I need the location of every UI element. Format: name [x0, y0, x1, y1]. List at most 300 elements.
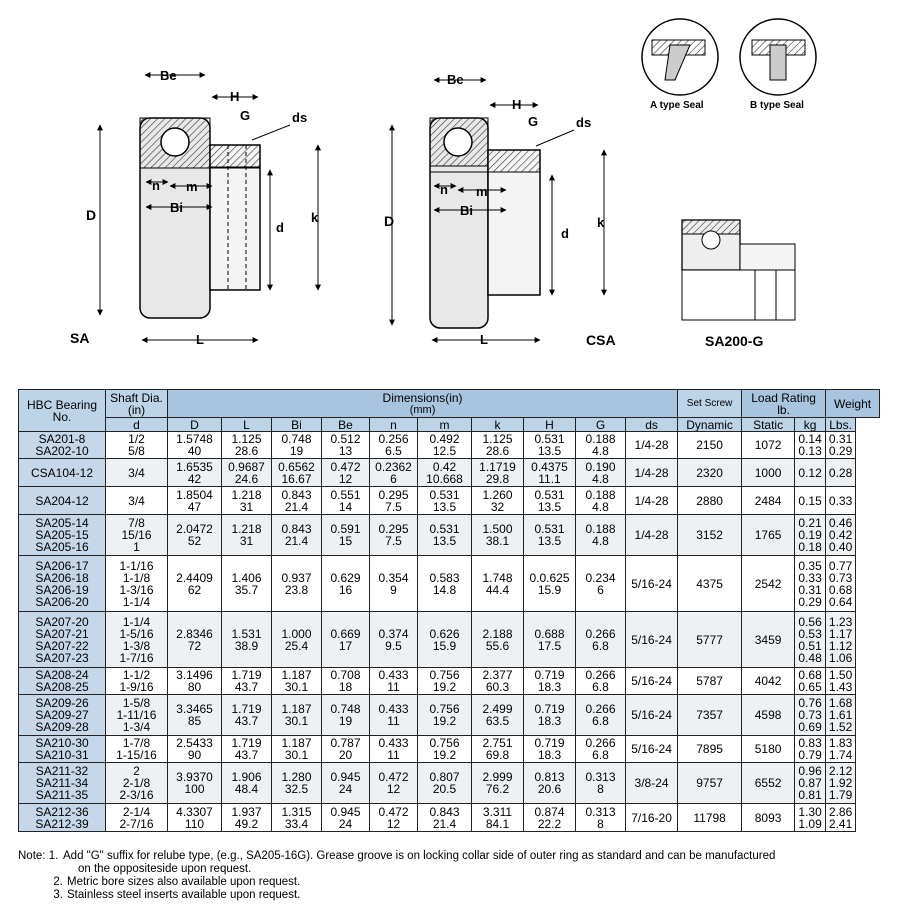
cell-shaft-line: 2-1/4	[122, 804, 151, 819]
sa-D-label: D	[86, 207, 97, 223]
cell-d-line: 85	[187, 714, 202, 728]
csa-D-label: D	[384, 213, 395, 229]
cell-k	[472, 459, 524, 487]
cell-be-line: 24	[338, 782, 353, 796]
cell-shaft-line: 1-1/16	[119, 558, 154, 573]
cell-k-line: 1.125	[482, 432, 513, 446]
cell-h-line: 0.0.625	[529, 570, 570, 585]
cell-d-line: 62	[187, 582, 202, 597]
cell-k-line: 2.188	[482, 626, 513, 641]
cell-be-line: 0.945	[330, 770, 361, 784]
cell-k-line: 69.8	[485, 748, 510, 762]
cell-names-line: SA201-8	[38, 432, 86, 446]
cell-bi-line: 30.1	[284, 748, 309, 762]
cell-kg-line: 0.79	[798, 748, 822, 762]
cell-g-line: 0.188	[585, 487, 616, 502]
seal-b-diagram	[740, 19, 816, 111]
cell-k-line: 1.260	[482, 487, 513, 502]
cell-shaft-line: 7/8	[128, 516, 145, 530]
subheader-d: D	[168, 418, 222, 432]
note-2-num: 2.	[53, 876, 63, 888]
cell-kg	[795, 736, 826, 763]
cell-dynamic: 11798	[678, 804, 742, 832]
cell-kg	[795, 459, 826, 487]
sa-h-label: H	[230, 89, 240, 104]
cell-n-line: 6	[390, 471, 397, 486]
cell-d	[168, 612, 222, 668]
cell-ds: 5/16-24	[626, 556, 678, 612]
table-row	[19, 487, 880, 515]
cell-l	[222, 612, 272, 668]
cell-lbs-line: 1.12	[828, 638, 853, 653]
table-row	[19, 515, 880, 556]
cell-d-line: 110	[184, 816, 205, 831]
subheader-bi: Bi	[272, 418, 322, 432]
cell-k	[472, 763, 524, 804]
cell-kg-line: 0.31	[798, 582, 822, 597]
cell-bi-line: 30.1	[284, 680, 309, 694]
cell-lbs-line: 0.40	[828, 540, 853, 554]
cell-bi	[272, 487, 322, 515]
note-1-text2: on the oppositeside upon request.	[78, 863, 252, 875]
cell-n-line: 11	[387, 714, 400, 728]
cell-m	[418, 763, 472, 804]
cell-n-line: 12	[386, 816, 401, 831]
cell-d-line: 3.3465	[176, 702, 213, 716]
cell-names	[19, 612, 106, 668]
cell-bi-line: 1.187	[281, 736, 312, 750]
header-dimensions-unit: (mm)	[409, 403, 436, 416]
cell-ds: 1/4-28	[626, 459, 678, 487]
cell-n	[370, 459, 418, 487]
cell-kg-line: 1.30	[798, 804, 822, 819]
cell-ds: 5/16-24	[626, 736, 678, 763]
cell-shaft-line: 3/4	[128, 465, 145, 480]
cell-ds: 7/16-20	[626, 804, 678, 832]
cell-dynamic: 4375	[678, 556, 742, 612]
cell-be	[322, 763, 370, 804]
cell-names	[19, 459, 106, 487]
cell-k	[472, 668, 524, 695]
cell-l	[222, 695, 272, 736]
cell-l	[222, 487, 272, 515]
cell-h	[524, 763, 576, 804]
cell-kg-line: 0.21	[798, 516, 822, 530]
cell-g-line: 4.8	[592, 471, 609, 486]
cell-bi-line: 25.4	[284, 638, 309, 653]
cell-l-line: 28.6	[234, 444, 259, 458]
cell-d	[168, 459, 222, 487]
cell-kg	[795, 487, 826, 515]
header-weight: Weight	[826, 390, 880, 418]
cell-static: 6552	[742, 763, 795, 804]
cell-m	[418, 612, 472, 668]
cell-shaft	[106, 763, 168, 804]
note-3	[18, 889, 888, 902]
cell-k-line: 2.751	[482, 736, 513, 750]
csa-m-label: m	[476, 184, 488, 199]
cell-names	[19, 515, 106, 556]
cell-l-line: 1.937	[231, 804, 262, 819]
cell-m-line: 0.492	[429, 432, 460, 446]
cell-bi-line: 1.187	[281, 668, 312, 682]
cell-bi-line: 19	[289, 444, 304, 458]
cell-d-line: 1.5748	[176, 432, 213, 446]
cell-h-line: 18.3	[537, 748, 562, 762]
cell-m-line: 19.2	[432, 714, 457, 728]
cell-d-line: 72	[187, 638, 202, 653]
cell-shaft	[106, 612, 168, 668]
cell-shaft-line: 15/16	[121, 528, 152, 542]
cell-bi-line: 0.748	[281, 432, 312, 446]
cell-h-line: 15.9	[537, 582, 562, 597]
cell-shaft-line: 1-9/16	[119, 680, 154, 694]
csa-l-label: L	[480, 332, 488, 347]
cell-m-line: 0.807	[429, 770, 460, 784]
cell-g	[576, 487, 626, 515]
cell-l-line: 1.218	[231, 487, 262, 502]
cell-names-line: SA206-17	[35, 558, 89, 573]
cell-lbs	[826, 459, 856, 487]
cell-be	[322, 459, 370, 487]
sa-k-label: k	[311, 210, 319, 225]
cell-k-line: 44.4	[485, 582, 510, 597]
note-1	[18, 850, 888, 863]
cell-n-line: 11	[387, 680, 400, 694]
cell-names-line: SA212-36	[35, 804, 89, 819]
cell-n-line: 0.295	[378, 522, 409, 536]
cell-ds: 1/4-28	[626, 487, 678, 515]
cell-n-line: 0.2362	[375, 459, 412, 474]
cell-names	[19, 804, 106, 832]
cell-bi-line: 16.67	[281, 471, 312, 486]
sa-l-label: L	[196, 332, 204, 347]
table-row	[19, 556, 880, 612]
cell-shaft-line: 1-5/16	[119, 626, 154, 641]
cell-names-line: SA211-32	[35, 764, 89, 778]
cell-shaft-line: 1	[133, 540, 140, 554]
cell-lbs	[826, 432, 856, 459]
cell-k	[472, 432, 524, 459]
cell-l-line: 1.218	[231, 522, 262, 536]
sa-bi-label: Bi	[170, 200, 183, 215]
cell-g-line: 4.8	[592, 534, 609, 548]
cell-shaft-line: 5/8	[128, 444, 145, 458]
cell-l	[222, 668, 272, 695]
csa-label: CSA	[586, 332, 616, 348]
cell-g-line: 0.266	[585, 702, 616, 716]
cell-shaft-line: 1-1/4	[122, 594, 151, 609]
subheader-h: H	[524, 418, 576, 432]
cell-bi-line: 0.843	[281, 487, 312, 502]
cell-n	[370, 736, 418, 763]
cell-kg-line: 0.56	[798, 614, 822, 629]
cell-kg-line: 0.76	[798, 696, 822, 710]
cell-d	[168, 668, 222, 695]
cell-kg	[795, 695, 826, 736]
cell-n-line: 0.354	[378, 570, 409, 585]
cell-names	[19, 556, 106, 612]
cell-kg-line: 0.33	[798, 570, 822, 585]
cell-l-line: 0.9687	[228, 459, 265, 474]
cell-g-line: 0.266	[585, 626, 616, 641]
cell-names-line: SA205-14	[35, 516, 89, 530]
cell-names	[19, 736, 106, 763]
cell-shaft-line: 1-15/16	[116, 748, 157, 762]
cell-k	[472, 612, 524, 668]
cell-kg-line: 1.09	[798, 816, 822, 831]
cell-names-line: SA210-31	[35, 748, 89, 762]
cell-names	[19, 432, 106, 459]
cell-kg-line: 0.14	[798, 432, 822, 446]
cell-l-line: 31	[239, 534, 254, 548]
cell-kg-line: 0.53	[798, 626, 822, 641]
cell-l	[222, 459, 272, 487]
cell-d-line: 90	[187, 748, 202, 762]
cell-m	[418, 432, 472, 459]
cell-h-line: 0.813	[534, 770, 565, 784]
cell-dynamic: 3152	[678, 515, 742, 556]
cell-n	[370, 804, 418, 832]
cell-static: 4042	[742, 668, 795, 695]
cell-l-line: 43.7	[234, 680, 259, 694]
cell-l-line: 1.406	[231, 570, 262, 585]
cell-kg-line: 0.15	[798, 493, 822, 508]
cell-shaft	[106, 804, 168, 832]
cell-bi-line: 1.000	[281, 626, 312, 641]
cell-k	[472, 695, 524, 736]
cell-shaft-line: 1/2	[128, 432, 145, 446]
cell-h	[524, 515, 576, 556]
cell-lbs-line: 2.86	[828, 804, 853, 819]
cell-n-line: 7.5	[385, 534, 402, 548]
cell-shaft	[106, 432, 168, 459]
cell-bi	[272, 695, 322, 736]
cell-names-line: SA202-10	[35, 444, 89, 458]
cell-m-line: 19.2	[432, 748, 457, 762]
cell-g-line: 0.234	[585, 570, 616, 585]
header-set-screw: Set Screw	[678, 390, 742, 418]
cell-m-line: 0.756	[429, 736, 460, 750]
cell-n	[370, 432, 418, 459]
header-bearing: HBC Bearing No.	[19, 390, 106, 432]
csa-h-label: H	[512, 97, 522, 112]
note-3-num: 3.	[53, 889, 63, 901]
cell-l-line: 1.719	[231, 702, 262, 716]
cell-d-line: 2.8346	[176, 626, 213, 641]
cell-be-line: 0.708	[330, 668, 361, 682]
cell-names-line: SA208-24	[35, 668, 89, 682]
csa-ds-label: ds	[576, 115, 592, 130]
csa-n-label: n	[440, 182, 448, 197]
cell-h-line: 0.719	[534, 668, 565, 682]
cell-shaft-line: 1-1/4	[122, 614, 151, 629]
cell-n-line: 0.256	[378, 432, 409, 446]
cell-h-line: 20.6	[537, 782, 562, 796]
cell-m	[418, 804, 472, 832]
cell-d-line: 42	[187, 471, 202, 486]
cell-h-line: 0.719	[534, 736, 565, 750]
cell-names-line: SA212-39	[35, 816, 89, 831]
cell-d-line: 2.0472	[176, 522, 213, 536]
cell-d-line: 2.5433	[176, 736, 213, 750]
subheader-static: Static	[742, 418, 795, 432]
cell-shaft-line: 2-7/16	[119, 816, 154, 831]
cell-shaft	[106, 736, 168, 763]
cell-be-line: 0.629	[330, 570, 361, 585]
cell-kg-line: 0.29	[798, 594, 822, 609]
cell-n	[370, 668, 418, 695]
cell-g-line: 0.313	[585, 804, 616, 819]
cell-m-line: 0.42	[432, 459, 457, 474]
cell-ds: 1/4-28	[626, 515, 678, 556]
note-2-text: Metric bore sizes also available upon request.	[67, 876, 301, 888]
cell-names	[19, 487, 106, 515]
cell-dynamic: 2320	[678, 459, 742, 487]
cell-d-line: 52	[187, 534, 202, 548]
sa-m-label: m	[186, 179, 198, 194]
cell-h-line: 13.5	[537, 534, 562, 548]
cell-d-line: 1.6535	[176, 459, 213, 474]
cell-bi-line: 0.843	[281, 522, 312, 536]
cell-kg-line: 0.48	[798, 650, 822, 665]
cell-dynamic: 5787	[678, 668, 742, 695]
cell-names-line: SA207-23	[35, 650, 89, 665]
cell-shaft-line: 3/4	[128, 493, 145, 508]
cell-lbs	[826, 556, 856, 612]
cell-k-line: 2.377	[482, 668, 513, 682]
cell-m-line: 13.5	[432, 499, 457, 514]
cell-lbs-line: 0.46	[828, 516, 853, 530]
cell-static: 1000	[742, 459, 795, 487]
cell-n-line: 12	[386, 782, 401, 796]
cell-h	[524, 556, 576, 612]
cell-m-line: 14.8	[432, 582, 457, 597]
cell-k-line: 55.6	[485, 638, 510, 653]
cell-shaft-line: 1-1/8	[122, 570, 151, 585]
cell-be-line: 0.669	[330, 626, 361, 641]
cell-d	[168, 487, 222, 515]
header-load	[742, 390, 826, 418]
cell-lbs-line: 1.50	[828, 668, 853, 682]
cell-d	[168, 556, 222, 612]
cell-g-line: 4.8	[592, 444, 609, 458]
cell-kg-line: 0.96	[798, 764, 822, 778]
cell-be	[322, 804, 370, 832]
cell-kg-line: 0.35	[798, 558, 822, 573]
cell-d	[168, 432, 222, 459]
cell-bi	[272, 432, 322, 459]
cell-kg	[795, 612, 826, 668]
cell-shaft-line: 1-7/8	[122, 736, 151, 750]
cell-n-line: 9.5	[385, 638, 402, 653]
cell-l	[222, 763, 272, 804]
cell-n-line: 0.374	[378, 626, 409, 641]
cell-lbs-line: 1.61	[828, 708, 853, 722]
cell-k-line: 2.999	[482, 770, 513, 784]
subheader-shaft: d	[106, 418, 168, 432]
cell-g	[576, 736, 626, 763]
cell-g	[576, 459, 626, 487]
cell-names-line: SA209-26	[35, 696, 89, 710]
cell-names-line: SA208-25	[35, 680, 89, 694]
subheader-k: k	[472, 418, 524, 432]
sa-d-label: d	[276, 220, 284, 235]
cell-k-line: 32	[490, 499, 505, 514]
cell-lbs	[826, 668, 856, 695]
cell-h-line: 0.719	[534, 702, 565, 716]
cell-be-line: 0.787	[330, 736, 361, 750]
cell-d-line: 3.9370	[176, 770, 213, 784]
table-body	[19, 432, 880, 832]
cell-static: 2542	[742, 556, 795, 612]
cell-n	[370, 612, 418, 668]
cell-bi-line: 1.187	[281, 702, 312, 716]
cell-lbs-line: 1.06	[828, 650, 853, 665]
cell-k-line: 2.499	[482, 702, 513, 716]
cell-be-line: 24	[338, 816, 353, 831]
header-dimensions	[168, 390, 678, 418]
cell-g-line: 6.8	[592, 748, 609, 762]
cell-names-line: SA207-21	[35, 626, 89, 641]
cell-be-line: 20	[338, 748, 353, 762]
cell-h-line: 0.688	[534, 626, 565, 641]
cell-l	[222, 804, 272, 832]
cell-g-line: 6.8	[592, 638, 609, 653]
cell-lbs-line: 1.17	[828, 626, 853, 641]
cell-h-line: 22.2	[537, 816, 562, 831]
cell-kg-line: 0.83	[798, 736, 822, 750]
cell-kg-line: 0.18	[798, 540, 822, 554]
cell-lbs	[826, 763, 856, 804]
cell-g-line: 8	[597, 782, 604, 796]
sa-label: SA	[70, 330, 90, 346]
cell-h-line: 18.3	[537, 714, 562, 728]
cell-h-line: 0.531	[534, 522, 565, 536]
cell-names-line: SA211-35	[35, 788, 89, 802]
cell-k	[472, 736, 524, 763]
sa-n-label: n	[152, 178, 160, 193]
cell-m-line: 20.5	[432, 782, 457, 796]
cell-dynamic: 2150	[678, 432, 742, 459]
subheader-n: n	[370, 418, 418, 432]
cell-l-line: 24.6	[234, 471, 259, 486]
cell-kg	[795, 556, 826, 612]
cell-h	[524, 695, 576, 736]
cell-bi	[272, 612, 322, 668]
cell-names	[19, 668, 106, 695]
notes-label: Note:	[18, 850, 46, 862]
cell-n-line: 6.5	[385, 444, 402, 458]
cell-d-line: 4.3307	[176, 804, 213, 819]
cell-bi-line: 21.4	[284, 499, 309, 514]
cell-h-line: 0.531	[534, 487, 565, 502]
cell-m-line: 0.583	[429, 570, 460, 585]
cell-be	[322, 668, 370, 695]
cell-lbs	[826, 736, 856, 763]
cell-be	[322, 556, 370, 612]
cell-d-line: 80	[187, 680, 202, 694]
cell-lbs	[826, 695, 856, 736]
cell-ds: 5/16-24	[626, 668, 678, 695]
cell-be-line: 0.472	[330, 459, 361, 474]
cell-bi-line: 32.5	[284, 782, 309, 796]
cell-m-line: 15.9	[432, 638, 457, 653]
cell-k-line: 1.748	[482, 570, 513, 585]
cell-dynamic: 7357	[678, 695, 742, 736]
cell-shaft	[106, 668, 168, 695]
cell-bi-line: 33.4	[284, 816, 309, 831]
